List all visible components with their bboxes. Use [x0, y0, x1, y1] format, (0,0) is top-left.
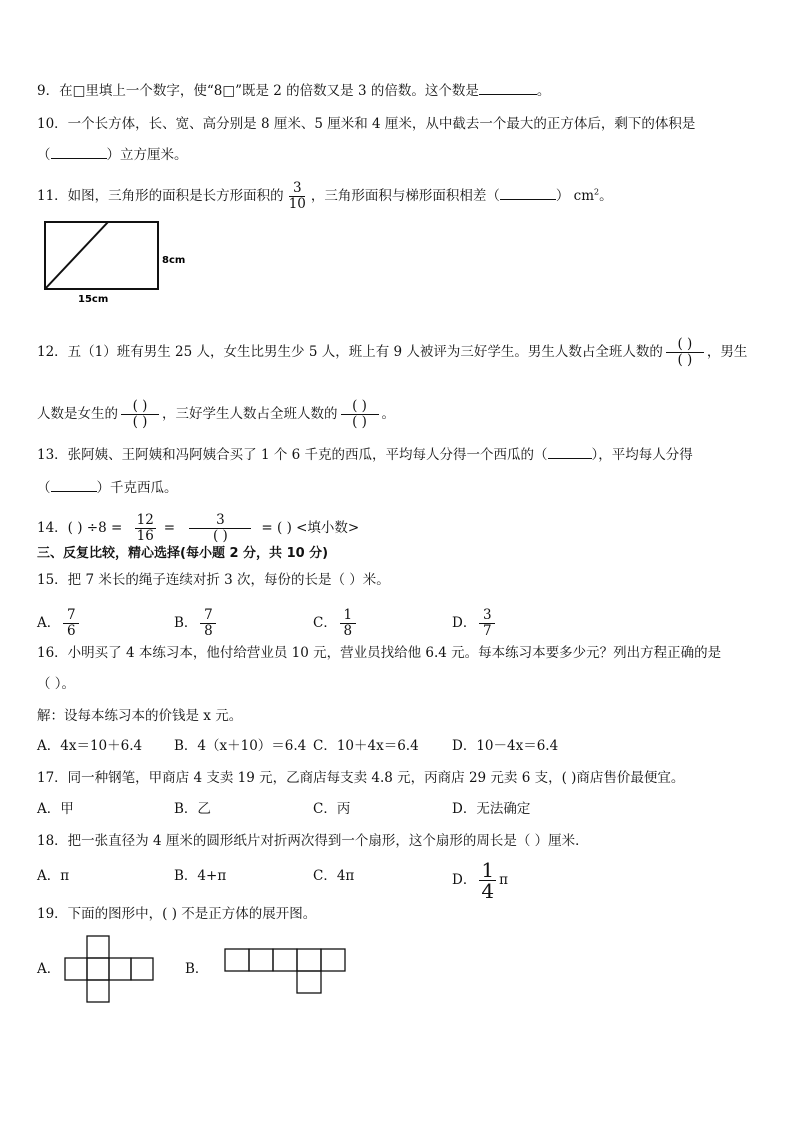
question-16-line1: 16．小明买了 4 本练习本，他付给营业员 10 元，营业员找给他 6.4 元。每本练习本要多少元？列出方程正确的是 [37, 645, 722, 661]
q16-option-d[interactable]: D．10－4x＝6.4 [452, 738, 559, 754]
q11-diagonal [45, 222, 108, 289]
q11-height-label: 8cm [162, 255, 186, 266]
q19-cube-net-a[interactable] [60, 933, 160, 1007]
q17-option-c[interactable]: C．丙 [313, 801, 351, 817]
q12-fraction-blank-3[interactable]: $\frac{( )}{( )}$ [341, 399, 379, 430]
q12-fraction-blank-2[interactable]: $\frac{( )}{( )}$ [121, 399, 159, 430]
q17-option-b[interactable]: B．乙 [174, 801, 211, 817]
question-15-stem: 15．把 7 米长的绳子连续对折 3 次，每份的长是（ ）米。 [37, 572, 390, 588]
question-16-line2: （ ）。 [37, 676, 76, 692]
q15-option-c[interactable]: C． $\frac{1}{8}$ [313, 608, 359, 639]
q11-rectangle [45, 222, 158, 289]
q13-answer-blank-2[interactable] [51, 479, 97, 492]
q18-option-c[interactable]: C．4π [313, 868, 355, 884]
q17-option-d[interactable]: D．无法确定 [452, 801, 531, 817]
question-17-stem: 17．同一种钢笔，甲商店 4 支卖 19 元，乙商店每支卖 4.8 元，丙商店 29 元卖 6 支，( )商店售价最便宜。 [37, 770, 685, 786]
question-12-line1: 12．五（1）班有男生 25 人，女生比男生少 5 人，班上有 9 人被评为三好学生。男生人数占全班人数的 $\frac{( )}{( )}$ ，男生 [37, 336, 748, 368]
q19-cube-net-b[interactable] [222, 946, 350, 998]
question-16-solution: 解：设每本练习本的价钱是 x 元。 [37, 708, 243, 724]
question-13-line2: （ ）千克西瓜。 [37, 480, 178, 496]
section-3-heading: 三、反复比较，精心选择(每小题 2 分，共 10 分) [37, 546, 329, 561]
q11-fraction: $\frac{3}{10}$ [288, 180, 306, 212]
q15-option-d[interactable]: D． $\frac{3}{7}$ [452, 608, 498, 639]
q18-option-a[interactable]: A．π [37, 868, 70, 884]
q18-option-b[interactable]: B．4+π [174, 868, 227, 884]
question-18-stem: 18．把一张直径为 4 厘米的圆形纸片对折两次得到一个扇形，这个扇形的周长是（ ）厘米． [37, 833, 589, 849]
q15-option-a[interactable]: A． $\frac{7}{6}$ [37, 608, 82, 639]
question-9: 9．在□里填上一个数字，使“8□”既是 2 的倍数又是 3 的倍数。这个数是 。 [37, 83, 551, 99]
q18-option-d[interactable]: D． $\frac{1}{4}$ π [452, 858, 508, 903]
question-11: 11．如图，三角形的面积是长方形面积的 $\frac{3}{10}$ ，三角形面积与梯形面积相差（ ） $cm^2$。 [37, 180, 613, 212]
q11-answer-blank[interactable] [500, 187, 556, 200]
q16-option-c[interactable]: C．10＋4x＝6.4 [313, 738, 419, 754]
q17-option-a[interactable]: A．甲 [37, 801, 74, 817]
question-10-line1: 10．一个长方体，长、宽、高分别是 8 厘米、5 厘米和 4 厘米，从中截去一个最大的正方体后，剩下的体积是 [37, 116, 696, 132]
q11-width-label: 15cm [78, 294, 109, 305]
q19-option-b-label[interactable]: B． [185, 961, 209, 977]
question-13-line1: 13．张阿姨、王阿姨和冯阿姨合买了 1 个 6 千克的西瓜，平均每人分得一个西瓜的（ ），平均每人分得 [37, 447, 693, 463]
q13-answer-blank-1[interactable] [548, 446, 592, 459]
q9-answer-blank[interactable] [479, 82, 537, 95]
q14-fraction-2[interactable]: $\frac{3}{( )}$ [189, 513, 251, 544]
question-19-stem: 19．下面的图形中，( ) 不是正方体的展开图。 [37, 906, 317, 922]
q10-answer-blank[interactable] [51, 146, 107, 159]
question-12-line2: 人数是女生的 $\frac{( )}{( )}$ ，三好学生人数占全班人数的 $\frac{( )}{( )}$ 。 [37, 398, 395, 430]
q11-rectangle-figure [40, 218, 200, 310]
question-14: 14．( ) ÷8 = $\frac{12}{16}$ = $\frac{3}{( )}$ = ( ) <填小数> [37, 512, 360, 544]
q15-option-b[interactable]: B． $\frac{7}{8}$ [174, 608, 219, 639]
q12-fraction-blank-1[interactable]: $\frac{( )}{( )}$ [666, 337, 704, 368]
q16-option-a[interactable]: A．4x＝10＋6.4 [37, 738, 143, 754]
q9-text: 9．在□里填上一个数字，使“8□”既是 2 的倍数又是 3 的倍数。这个数是 [37, 83, 479, 99]
q16-option-b[interactable]: B．4（x＋10）＝6.4 [174, 738, 307, 754]
q14-fraction-1: $\frac{12}{16}$ [136, 512, 154, 544]
question-10-line2: （ ）立方厘米。 [37, 147, 188, 163]
q19-option-a-label[interactable]: A． [37, 961, 61, 977]
